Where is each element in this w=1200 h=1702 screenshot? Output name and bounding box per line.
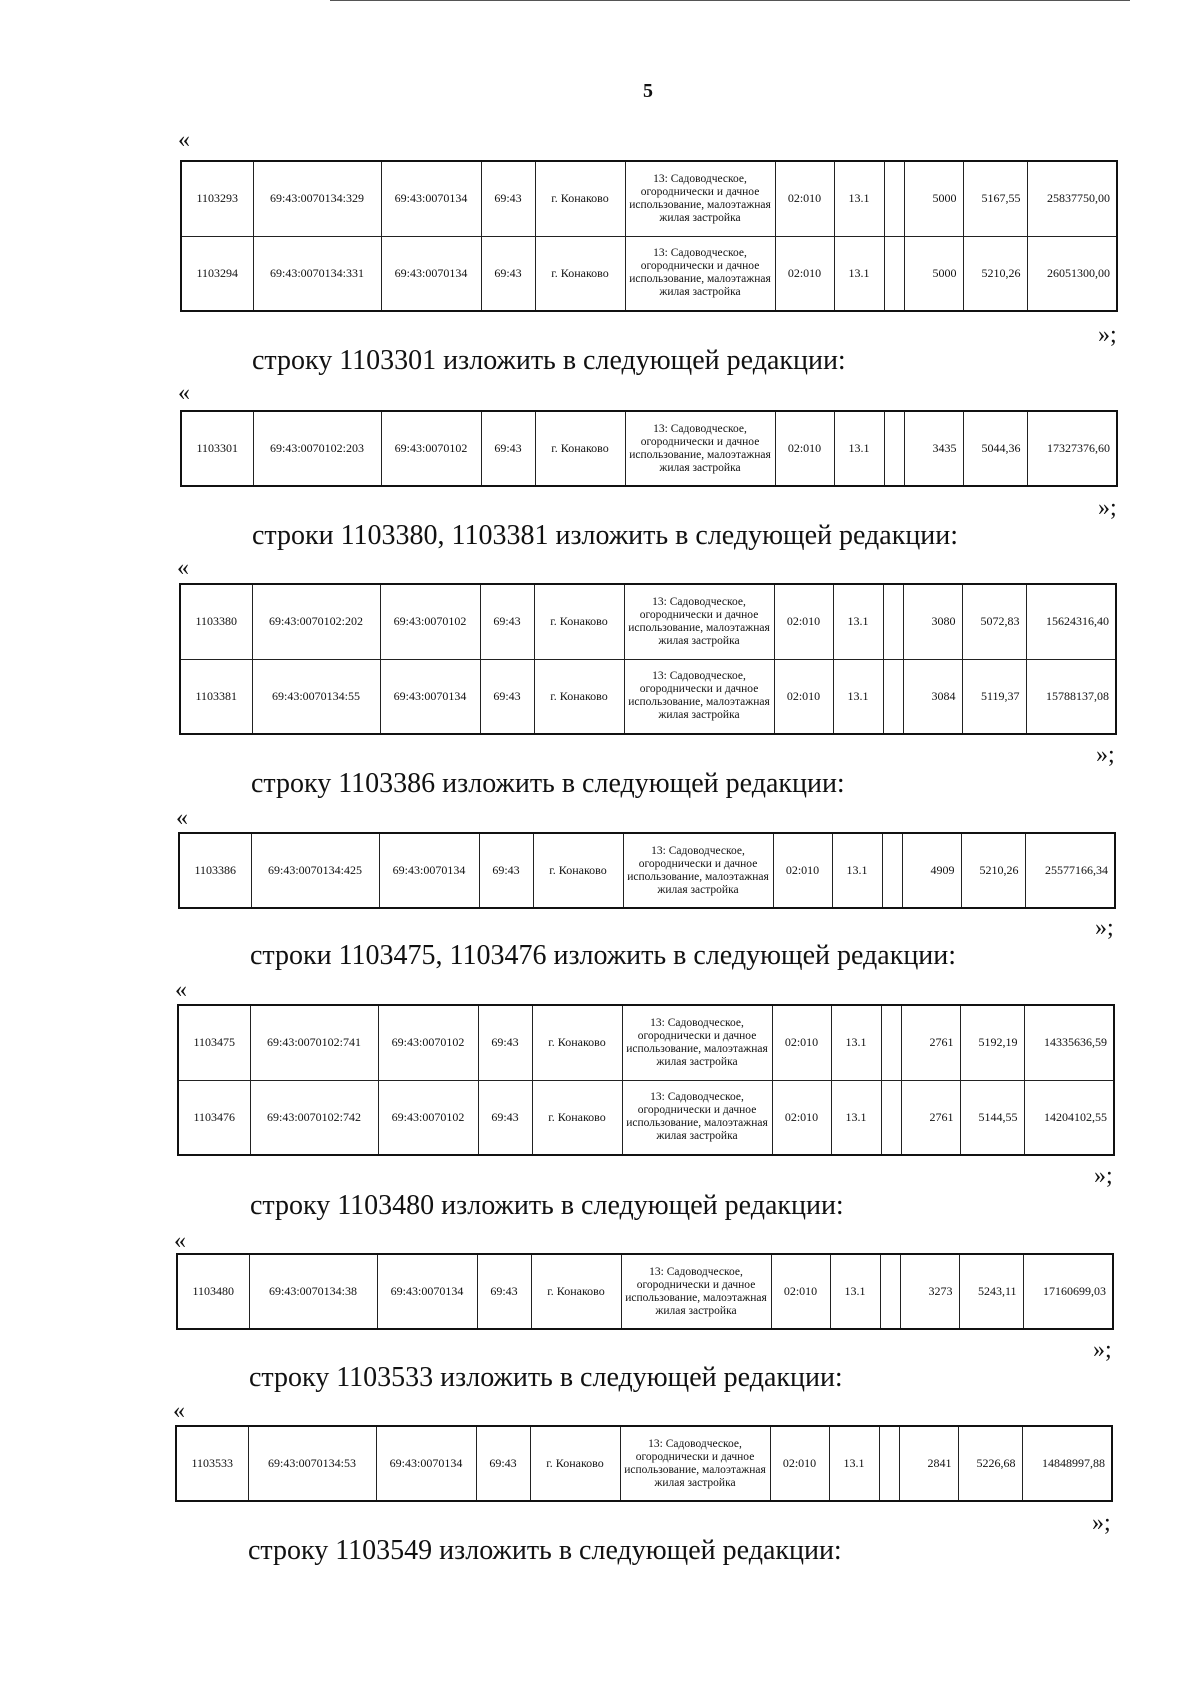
table-row (180, 659, 1116, 734)
cadastral-number: 69:43:0070134:53 (248, 1426, 376, 1501)
empty-cell (881, 1005, 901, 1080)
group-number: 13.1 (832, 833, 882, 908)
page-number: 5 (643, 80, 653, 102)
locality: г. Конаково (535, 161, 625, 236)
empty-cell (884, 411, 904, 486)
group-code: 02:010 (775, 411, 834, 486)
okato-code: 69:43 (476, 1426, 530, 1501)
locality: г. Конаково (530, 1426, 620, 1501)
cadastral-number: 69:43:0070134:425 (251, 833, 379, 908)
okato-code: 69:43 (481, 236, 535, 311)
land-use: 13: Садоводческое, огороднически и дачное использование, малоэтажная жилая застройка (625, 236, 775, 311)
cadastral-quarter: 69:43:0070102 (381, 411, 481, 486)
register-table (178, 832, 1116, 909)
table-row (178, 1080, 1114, 1155)
group-number: 13.1 (833, 659, 883, 734)
group-number: 13.1 (834, 411, 884, 486)
cadastral-value: 17160699,03 (1023, 1254, 1113, 1329)
close-quote: »; (1095, 915, 1114, 941)
okato-code: 69:43 (479, 833, 533, 908)
row-id: 1103293 (181, 161, 253, 236)
amendment-heading: строку 1103533 изложить в следующей редакции: (249, 1362, 843, 1393)
open-quote: « (177, 555, 189, 581)
amendment-heading: строку 1103386 изложить в следующей редакции: (251, 768, 845, 799)
group-number: 13.1 (834, 236, 884, 311)
cadastral-quarter: 69:43:0070134 (377, 1254, 477, 1329)
table-row (177, 1254, 1113, 1329)
unit-price: 5167,55 (963, 161, 1027, 236)
open-quote: « (178, 380, 190, 406)
group-code: 02:010 (771, 1254, 830, 1329)
amendment-heading: строку 1103301 изложить в следующей редакции: (252, 345, 846, 376)
register-table (177, 1004, 1115, 1156)
close-quote: »; (1094, 1163, 1113, 1189)
area: 2761 (901, 1080, 960, 1155)
land-use: 13: Садоводческое, огороднически и дачное использование, малоэтажная жилая застройка (620, 1426, 770, 1501)
unit-price: 5072,83 (962, 584, 1026, 659)
locality: г. Конаково (534, 659, 624, 734)
land-use: 13: Садоводческое, огороднически и дачное использование, малоэтажная жилая застройка (622, 1080, 772, 1155)
table-row (176, 1426, 1112, 1501)
cadastral-value: 17327376,60 (1027, 411, 1117, 486)
area: 2841 (899, 1426, 958, 1501)
cadastral-number: 69:43:0070134:329 (253, 161, 381, 236)
cadastral-value: 25837750,00 (1027, 161, 1117, 236)
group-number: 13.1 (831, 1005, 881, 1080)
amendment-heading: строки 1103475, 1103476 изложить в следующей редакции: (250, 940, 957, 971)
row-id: 1103480 (177, 1254, 249, 1329)
cadastral-quarter: 69:43:0070134 (379, 833, 479, 908)
group-code: 02:010 (775, 236, 834, 311)
group-number: 13.1 (829, 1426, 879, 1501)
empty-cell (881, 1080, 901, 1155)
open-quote: « (173, 1398, 185, 1424)
land-use: 13: Садоводческое, огороднически и дачное использование, малоэтажная жилая застройка (622, 1005, 772, 1080)
unit-price: 5210,26 (963, 236, 1027, 311)
amendment-heading: строку 1103480 изложить в следующей редакции: (250, 1190, 844, 1221)
cadastral-number: 69:43:0070102:202 (252, 584, 380, 659)
land-use: 13: Садоводческое, огороднически и дачное использование, малоэтажная жилая застройка (625, 161, 775, 236)
cadastral-value: 14204102,55 (1024, 1080, 1114, 1155)
area: 3435 (904, 411, 963, 486)
cadastral-value: 14848997,88 (1022, 1426, 1112, 1501)
amendment-heading: строки 1103380, 1103381 изложить в следующей редакции: (252, 520, 959, 551)
row-id: 1103380 (180, 584, 252, 659)
row-id: 1103475 (178, 1005, 250, 1080)
area: 3084 (903, 659, 962, 734)
cadastral-number: 69:43:0070102:741 (250, 1005, 378, 1080)
okato-code: 69:43 (481, 161, 535, 236)
table-row (181, 161, 1117, 236)
locality: г. Конаково (533, 833, 623, 908)
close-quote: »; (1098, 495, 1117, 521)
locality: г. Конаково (535, 411, 625, 486)
cadastral-number: 69:43:0070134:38 (249, 1254, 377, 1329)
cadastral-quarter: 69:43:0070134 (381, 236, 481, 311)
locality: г. Конаково (532, 1005, 622, 1080)
group-number: 13.1 (834, 161, 884, 236)
table-row (178, 1005, 1114, 1080)
open-quote: « (175, 977, 187, 1003)
row-id: 1103386 (179, 833, 251, 908)
open-quote: « (176, 805, 188, 831)
okato-code: 69:43 (480, 659, 534, 734)
table-row (181, 411, 1117, 486)
close-quote: »; (1092, 1510, 1111, 1536)
open-quote: « (174, 1228, 186, 1254)
area: 2761 (901, 1005, 960, 1080)
unit-price: 5192,19 (960, 1005, 1024, 1080)
empty-cell (880, 1254, 900, 1329)
okato-code: 69:43 (478, 1080, 532, 1155)
register-table (180, 160, 1118, 312)
cadastral-number: 69:43:0070134:55 (252, 659, 380, 734)
cadastral-number: 69:43:0070102:203 (253, 411, 381, 486)
group-number: 13.1 (830, 1254, 880, 1329)
group-code: 02:010 (770, 1426, 829, 1501)
unit-price: 5210,26 (961, 833, 1025, 908)
cadastral-number: 69:43:0070102:742 (250, 1080, 378, 1155)
empty-cell (884, 161, 904, 236)
group-code: 02:010 (774, 584, 833, 659)
row-id: 1103533 (176, 1426, 248, 1501)
top-rule (330, 0, 1130, 1)
cadastral-value: 14335636,59 (1024, 1005, 1114, 1080)
cadastral-value: 15788137,08 (1026, 659, 1116, 734)
table-row (180, 584, 1116, 659)
land-use: 13: Садоводческое, огороднически и дачное использование, малоэтажная жилая застройка (623, 833, 773, 908)
cadastral-quarter: 69:43:0070134 (376, 1426, 476, 1501)
row-id: 1103294 (181, 236, 253, 311)
table-row (179, 833, 1115, 908)
area: 5000 (904, 161, 963, 236)
close-quote: »; (1096, 742, 1115, 768)
group-number: 13.1 (833, 584, 883, 659)
register-table (175, 1425, 1113, 1502)
group-code: 02:010 (774, 659, 833, 734)
land-use: 13: Садоводческое, огороднически и дачное использование, малоэтажная жилая застройка (625, 411, 775, 486)
unit-price: 5243,11 (959, 1254, 1023, 1329)
empty-cell (882, 833, 902, 908)
locality: г. Конаково (531, 1254, 621, 1329)
close-quote: »; (1098, 322, 1117, 348)
register-table (176, 1253, 1114, 1330)
cadastral-quarter: 69:43:0070102 (378, 1005, 478, 1080)
register-table (180, 410, 1118, 487)
land-use: 13: Садоводческое, огороднически и дачное использование, малоэтажная жилая застройка (624, 659, 774, 734)
amendment-heading-final: строку 1103549 изложить в следующей редакции: (248, 1535, 842, 1566)
group-code: 02:010 (773, 833, 832, 908)
locality: г. Конаково (534, 584, 624, 659)
group-code: 02:010 (772, 1005, 831, 1080)
cadastral-value: 25577166,34 (1025, 833, 1115, 908)
open-quote: « (178, 127, 190, 153)
group-number: 13.1 (831, 1080, 881, 1155)
empty-cell (883, 659, 903, 734)
cadastral-number: 69:43:0070134:331 (253, 236, 381, 311)
empty-cell (884, 236, 904, 311)
cadastral-quarter: 69:43:0070134 (381, 161, 481, 236)
row-id: 1103476 (178, 1080, 250, 1155)
locality: г. Конаково (535, 236, 625, 311)
table-row (181, 236, 1117, 311)
unit-price: 5144,55 (960, 1080, 1024, 1155)
area: 5000 (904, 236, 963, 311)
area: 3273 (900, 1254, 959, 1329)
land-use: 13: Садоводческое, огороднически и дачное использование, малоэтажная жилая застройка (624, 584, 774, 659)
register-table (179, 583, 1117, 735)
empty-cell (879, 1426, 899, 1501)
okato-code: 69:43 (478, 1005, 532, 1080)
row-id: 1103381 (180, 659, 252, 734)
cadastral-value: 15624316,40 (1026, 584, 1116, 659)
group-code: 02:010 (772, 1080, 831, 1155)
unit-price: 5226,68 (958, 1426, 1022, 1501)
empty-cell (883, 584, 903, 659)
cadastral-quarter: 69:43:0070134 (380, 659, 480, 734)
area: 3080 (903, 584, 962, 659)
group-code: 02:010 (775, 161, 834, 236)
close-quote: »; (1093, 1337, 1112, 1363)
okato-code: 69:43 (481, 411, 535, 486)
okato-code: 69:43 (477, 1254, 531, 1329)
row-id: 1103301 (181, 411, 253, 486)
cadastral-value: 26051300,00 (1027, 236, 1117, 311)
locality: г. Конаково (532, 1080, 622, 1155)
area: 4909 (902, 833, 961, 908)
unit-price: 5119,37 (962, 659, 1026, 734)
unit-price: 5044,36 (963, 411, 1027, 486)
cadastral-quarter: 69:43:0070102 (378, 1080, 478, 1155)
land-use: 13: Садоводческое, огороднически и дачное использование, малоэтажная жилая застройка (621, 1254, 771, 1329)
cadastral-quarter: 69:43:0070102 (380, 584, 480, 659)
okato-code: 69:43 (480, 584, 534, 659)
